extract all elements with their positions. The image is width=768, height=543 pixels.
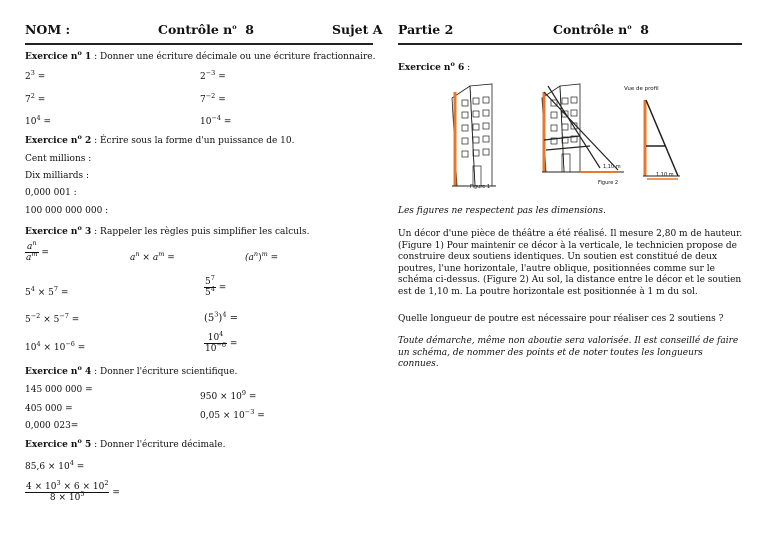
- ex3-calc-1: $5^4 \times 5^7$ =: [25, 285, 69, 298]
- figure-2-dimension: 1,10 m: [603, 164, 621, 170]
- profile-dimension: 1,10 m: [656, 172, 674, 178]
- ex1-item-4: $7^{-2}$ =: [200, 92, 226, 105]
- ex2-item-3: 0,000 001 :: [25, 188, 77, 198]
- ex2-item-2: Dix milliards :: [25, 171, 90, 181]
- figure-2-building-with-supports: [542, 84, 624, 172]
- ex4-item-1: 145 000 000 =: [25, 385, 93, 395]
- ex3-calc-2: $\frac{5^7}{5^4}$ =: [205, 274, 227, 298]
- right-header-rule: [398, 43, 742, 45]
- ex1-item-2: $2^{-3}$ =: [200, 69, 226, 82]
- ex2-item-1: Cent millions :: [25, 154, 92, 164]
- ex3-rule-2: $a^n \times a^m$ =: [130, 250, 175, 263]
- ex3-calc-6: $\frac{10^4}{10^{-6}}$ =: [205, 330, 238, 354]
- ex6-text: Un décor d'une pièce de théâtre a été réalisé. Il mesure 2,80 m de hauteur. (Figure 1) Pour maintenir ce décor à la verticale, le technicien propose de construire deux soutiens identiques. Un soutien est constitué de deux poutres, l'une horizontale, l'autre oblique, positionnées comme sur le schéma ci-dessus. (Figure 2) Au sol, la distance entre le décor et le soutien est de 1,10 m. La poutre horizontale est positionnée à 1 m du sol.: [398, 229, 743, 297]
- ex3-calc-3: $5^{-2} \times 5^{-7}$ =: [25, 312, 80, 325]
- ex1-item-6: $10^{-4}$ =: [200, 114, 232, 127]
- ex5-item-1: $85,6 \times 10^4$ =: [25, 459, 85, 472]
- ex1-item-3: $7^2$ =: [25, 92, 46, 105]
- ex2-heading: Exercice $n^o$ 2 : Écrire sous la forme d'un puissance de 10.: [25, 133, 295, 146]
- figure-1-building: [452, 84, 496, 186]
- ex6-note: Les figures ne respectent pas les dimensions.: [398, 206, 606, 216]
- left-header-rule: [25, 43, 373, 45]
- ex4-item-2: 405 000 =: [25, 404, 73, 414]
- ex4-item-5: $0,05 \times 10^{-3}$ =: [200, 408, 265, 421]
- ex4-heading: Exercice $n^o$ 4 : Donner l'écriture scientifique.: [25, 364, 238, 377]
- ex1-item-1: $2^3$ =: [25, 69, 46, 82]
- ex4-item-3: 0,000 023=: [25, 421, 79, 431]
- ex3-heading: Exercice $n^o$ 3 : Rappeler les règles puis simplifier les calculs.: [25, 224, 310, 237]
- figure-2-label: Figure 2: [598, 180, 619, 186]
- profile-view: [643, 100, 680, 179]
- ex5-item-2: $\frac{4 \times 10^3 \times 6 \times 10^2}{8 \times 10^5}$ =: [26, 479, 120, 503]
- partie-label: Partie 2: [398, 22, 454, 37]
- ex3-calc-4: $(5^3)^4$ =: [204, 310, 239, 324]
- sujet-label: Sujet A: [332, 22, 383, 37]
- ex5-heading: Exercice $n^o$ 5 : Donner l'écriture décimale.: [25, 437, 226, 450]
- name-label: NOM :: [25, 22, 71, 37]
- ex1-item-5: $10^4$ =: [25, 114, 51, 127]
- ex2-item-4: 100 000 000 000 :: [25, 206, 109, 216]
- ex1-heading: Exercice $n^o$ 1 : Donner une écriture décimale ou une écriture fractionnaire.: [25, 49, 376, 62]
- ex6-figures: [440, 78, 700, 198]
- ex3-rule-3: $(a^n)^m$ =: [245, 250, 279, 263]
- ex6-heading: Exercice $n^o$ 6 :: [398, 60, 471, 73]
- ex4-item-4: $950 \times 10^9$ =: [200, 389, 257, 402]
- ex6-question: Quelle longueur de poutre est nécessaire pour réaliser ces 2 soutiens ?: [398, 314, 724, 324]
- ex3-calc-5: $10^4 \times 10^{-6}$ =: [25, 340, 86, 353]
- right-title: Contrôle $n^o$ 8: [553, 22, 649, 37]
- left-title: Contrôle $n^o$ 8: [158, 22, 254, 37]
- ex3-rule-1: $\frac{a^n}{a^m}$ =: [26, 239, 49, 263]
- ex6-hint: Toute démarche, même non aboutie sera valorisée. Il est conseillé de faire un schéma, de nommer des points et de noter toutes les longueurs connues.: [398, 336, 739, 370]
- figure-1-label: Figure 1: [470, 184, 491, 190]
- profile-label: Vue de profil: [624, 86, 659, 92]
